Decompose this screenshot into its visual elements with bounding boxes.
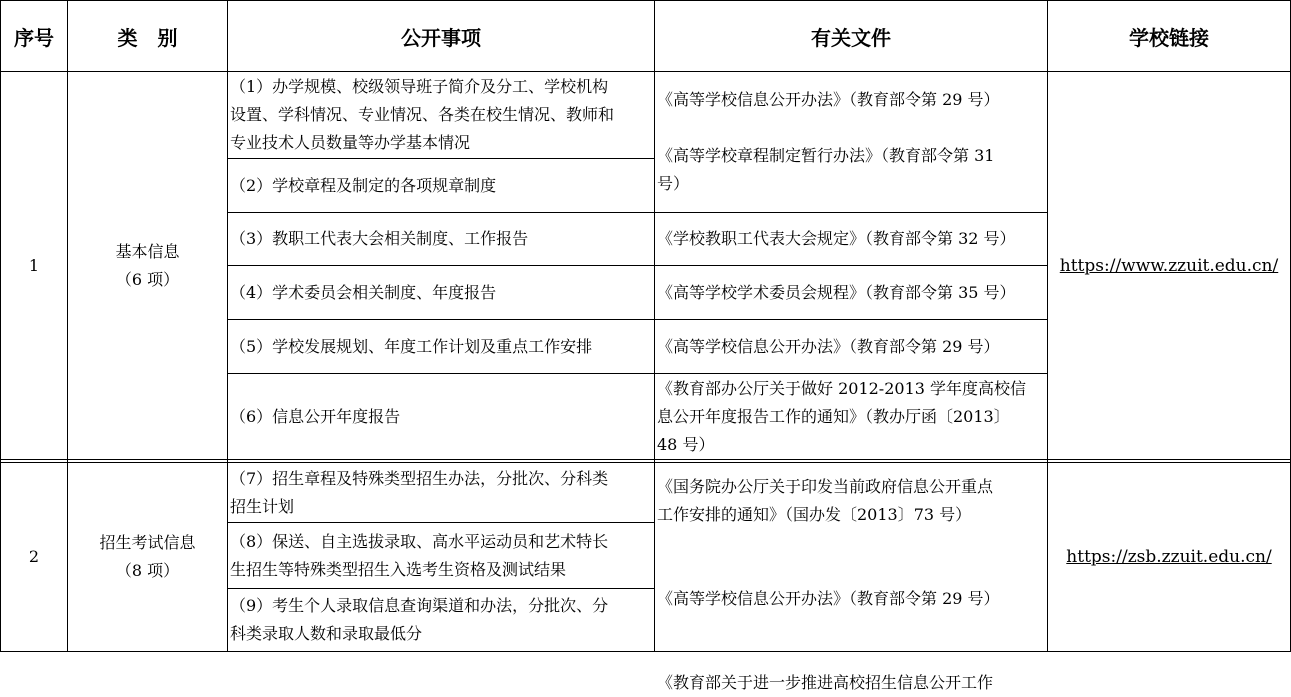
rule [0,459,1291,460]
item-cell: （4）学术委员会相关制度、年度报告 [230,282,497,302]
category-label: 基本信息 [115,241,180,261]
row-category [68,463,227,651]
rule [0,651,1291,652]
header-no: 序号 [14,25,54,50]
header-link: 学校链接 [1129,25,1209,50]
header-item: 公开事项 [401,25,481,50]
category-count: （8 项） [115,561,180,580]
item-cell: （6）信息公开年度报告 [230,406,401,426]
item-cell: （1）办学规模、校级领导班子简介及分工、学校机构 设置、学科情况、专业情况、各类在校生情况、教师和 专业技术人员数量等办学基本情况 [230,77,615,152]
row-number: 2 [28,547,40,566]
item-cell: （3）教职工代表大会相关制度、工作报告 [230,229,529,248]
doc-cell: 《高等学校信息公开办法》（教育部令第 29 号） [657,336,1000,356]
doc-cell: 《高等学校学术委员会规程》（教育部令第 35 号） [657,282,1016,302]
header-docs: 有关文件 [811,25,891,50]
item-cell: （8）保送、自主选拔录取、高水平运动员和艺术特长 生招生等特殊类型招生入选考生资格及测试结果 [230,531,609,579]
row-number: 1 [28,255,40,275]
item-cell: （7）招生章程及特殊类型招生办法，分批次、分科类 招生计划 [230,468,609,516]
item-cell: （2）学校章程及制定的各项规章制度 [230,175,497,195]
doc-cell: 《国务院办公厅关于印发当前政府信息公开重点 工作安排的通知》（国办发〔2013〕73 号） 《高等学校信息公开办法》（教育部令第 29 号） 《教育部关于进一步推进高校招生信息公开工作 [657,477,1000,692]
doc-cell: 《教育部办公厅关于做好 2012-2013 学年度高校信 息公开年度报告工作的通知》（教办厅函〔2013〕 48 号） [657,378,1027,454]
category-label: 招生考试信息 [99,533,196,552]
item-cell: （5）学校发展规划、年度工作计划及重点工作安排 [230,336,593,356]
school-link[interactable]: https://www.zzuit.edu.cn/ [1059,255,1279,276]
row-category [68,72,227,459]
category-count: （6 项） [115,269,180,289]
doc-cell: 《学校教职工代表大会规定》（教育部令第 32 号） [657,229,1016,248]
school-link[interactable]: https://zsb.zzuit.edu.cn/ [1066,547,1272,567]
header-category: 类 别 [117,25,178,50]
item-cell: （9）考生个人录取信息查询渠道和办法，分批次、分 科类录取人数和录取最低分 [230,596,609,643]
doc-cell: 《高等学校信息公开办法》（教育部令第 29 号） 《高等学校章程制定暂行办法》（教育部令第 31 号） [657,90,1000,193]
